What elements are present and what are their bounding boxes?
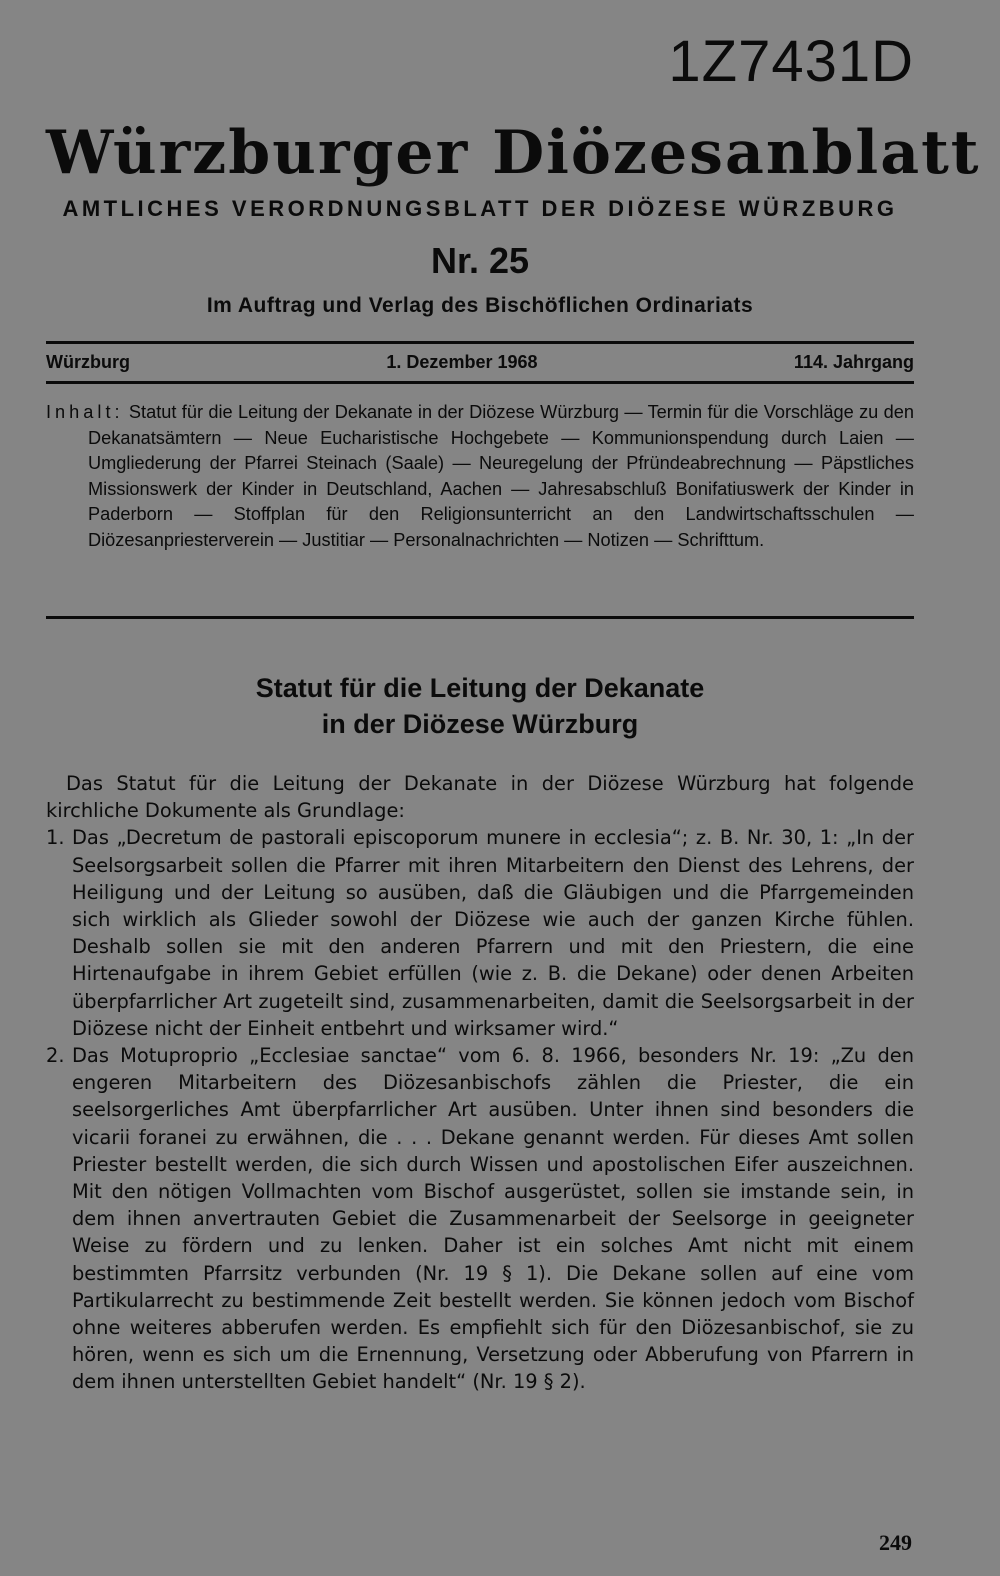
list-item-text: Das Motuproprio „Ecclesiae sanctae“ vom 6. 8. 1966, besonders Nr. 19: „Zu den engeren Mitarbeitern des Diözesanbischofs zählen die Priester, die ein seelsorgerliches Amt überpfarrlicher Art ausüben. Unter ihnen sind besonders die vicarii foranei zu erwähnen, die . . . Dekane genannt werden. Für dieses Amt sollen Priester bestellt werden, die sich durch Wissen und apostolischen Eifer auszeichnen. Mit den nötigen Vollmachten vom Bischof ausgerüstet, sollen sie imstande sein, in dem ihnen anvertrauten Gebiet die Zusammenarbeit der Seelsorge in geeigneter Weise zu fördern und zu lenken. Daher ist ein solches Amt nicht mit einem bestimmten Pfarrsitz verbunden (Nr. 19 § 1). Die Dekane sollen auf eine vom Partikularrecht zu bestimmende Zeit bestellt werden. Sie können jedoch vom Bischof ohne weiteres abberufen werden. Es empfiehlt sich für den Diözesanbischof, sie zu hören, wenn es sich um die Ernennung, Versetzung oder Abberufung von Pfarrern in dem ihnen unterstellten Gebiet handelt“ (Nr. 19 § 2). bbox=[72, 1044, 914, 1394]
toc-body bbox=[46, 400, 914, 554]
page-number: 249 bbox=[879, 1530, 912, 1555]
issue-number: Nr. 25 bbox=[430, 240, 530, 281]
table-of-contents bbox=[46, 400, 914, 554]
toc-text: Statut für die Leitung der Dekanate in der Diözese Würzburg — Termin für die Vorschläge zu den Dekanatsämtern — Neue Eucharistische Hochgebete — Kommunionspendung durch Laien — Umgliederung der Pfarrei Steinach (Saale) — Neuregelung der Pfründeabrechnung — Päpstliches Missionswerk der Kinder in Deutschland, Aachen — Jahresabschluß Bonifatiuswerk der Kinder in Paderborn — Stoffplan für den Religionsunterricht an den Landwirtschaftsschulen — Diözesanpriesterverein — Justitiar — Personalnachrichten — Notizen — Schrifttum. bbox=[88, 402, 915, 550]
volume: 114. Jahrgang bbox=[793, 352, 914, 372]
article-intro: Das Statut für die Leitung der Dekanate in der Diözese Würzburg hat folgende kirchliche Dokumente als Grundlage: bbox=[46, 772, 914, 823]
dateline bbox=[46, 352, 914, 373]
article-body bbox=[46, 770, 914, 1396]
list-item bbox=[46, 1042, 914, 1396]
rule-contents bbox=[46, 616, 914, 619]
masthead-title: Würzburger Diözesanblatt bbox=[46, 118, 981, 188]
article-title bbox=[46, 670, 914, 742]
list-item-number: 1. bbox=[46, 826, 65, 850]
article-title-line2: in der Diözese Würzburg bbox=[321, 709, 639, 739]
rule-bottom bbox=[46, 381, 914, 384]
list-item-text: Das „Decretum de pastorali episcoporum munere in ecclesia“; z. B. Nr. 30, 1: „In der Seelsorgsarbeit sollen die Pfarrer mit ihren Mitarbeitern den Dienst des Lehrens, der Heiligung und der Leitung so ausüben, daß die Gläubigen und die Pfarrgemeinden sich wirklich als Glieder sowohl der Diözese wie auch der ganzen Kirche fühlen. Deshalb sollen sie mit den anderen Pfarrern und mit den Priestern, die eine Hirtenaufgabe in ihrem Gebiet erfüllen (wie z. B. die Dekane) oder denen Arbeiten überpfarrlicher Art zugeteilt sind, zusammenarbeiten, damit die Seelsorgsarbeit in der Diözese nicht der Einheit entbehrt und wirksamer wird.“ bbox=[72, 826, 914, 1040]
article-title-line1: Statut für die Leitung der Dekanate bbox=[255, 673, 705, 703]
toc-label: Inhalt: bbox=[46, 402, 124, 422]
issue-date: 1. Dezember 1968 bbox=[386, 352, 538, 372]
list-item bbox=[46, 824, 914, 1042]
list-item-number: 2. bbox=[46, 1044, 65, 1068]
rule-top bbox=[46, 341, 914, 344]
publisher-line: Im Auftrag und Verlag des Bischöflichen Ordinariats bbox=[206, 294, 754, 317]
place: Würzburg bbox=[46, 352, 130, 372]
masthead-subtitle: AMTLICHES VERORDNUNGSBLATT DER DIÖZESE WÜRZBURG bbox=[62, 196, 898, 221]
document-code: 1Z7431D bbox=[668, 29, 914, 94]
